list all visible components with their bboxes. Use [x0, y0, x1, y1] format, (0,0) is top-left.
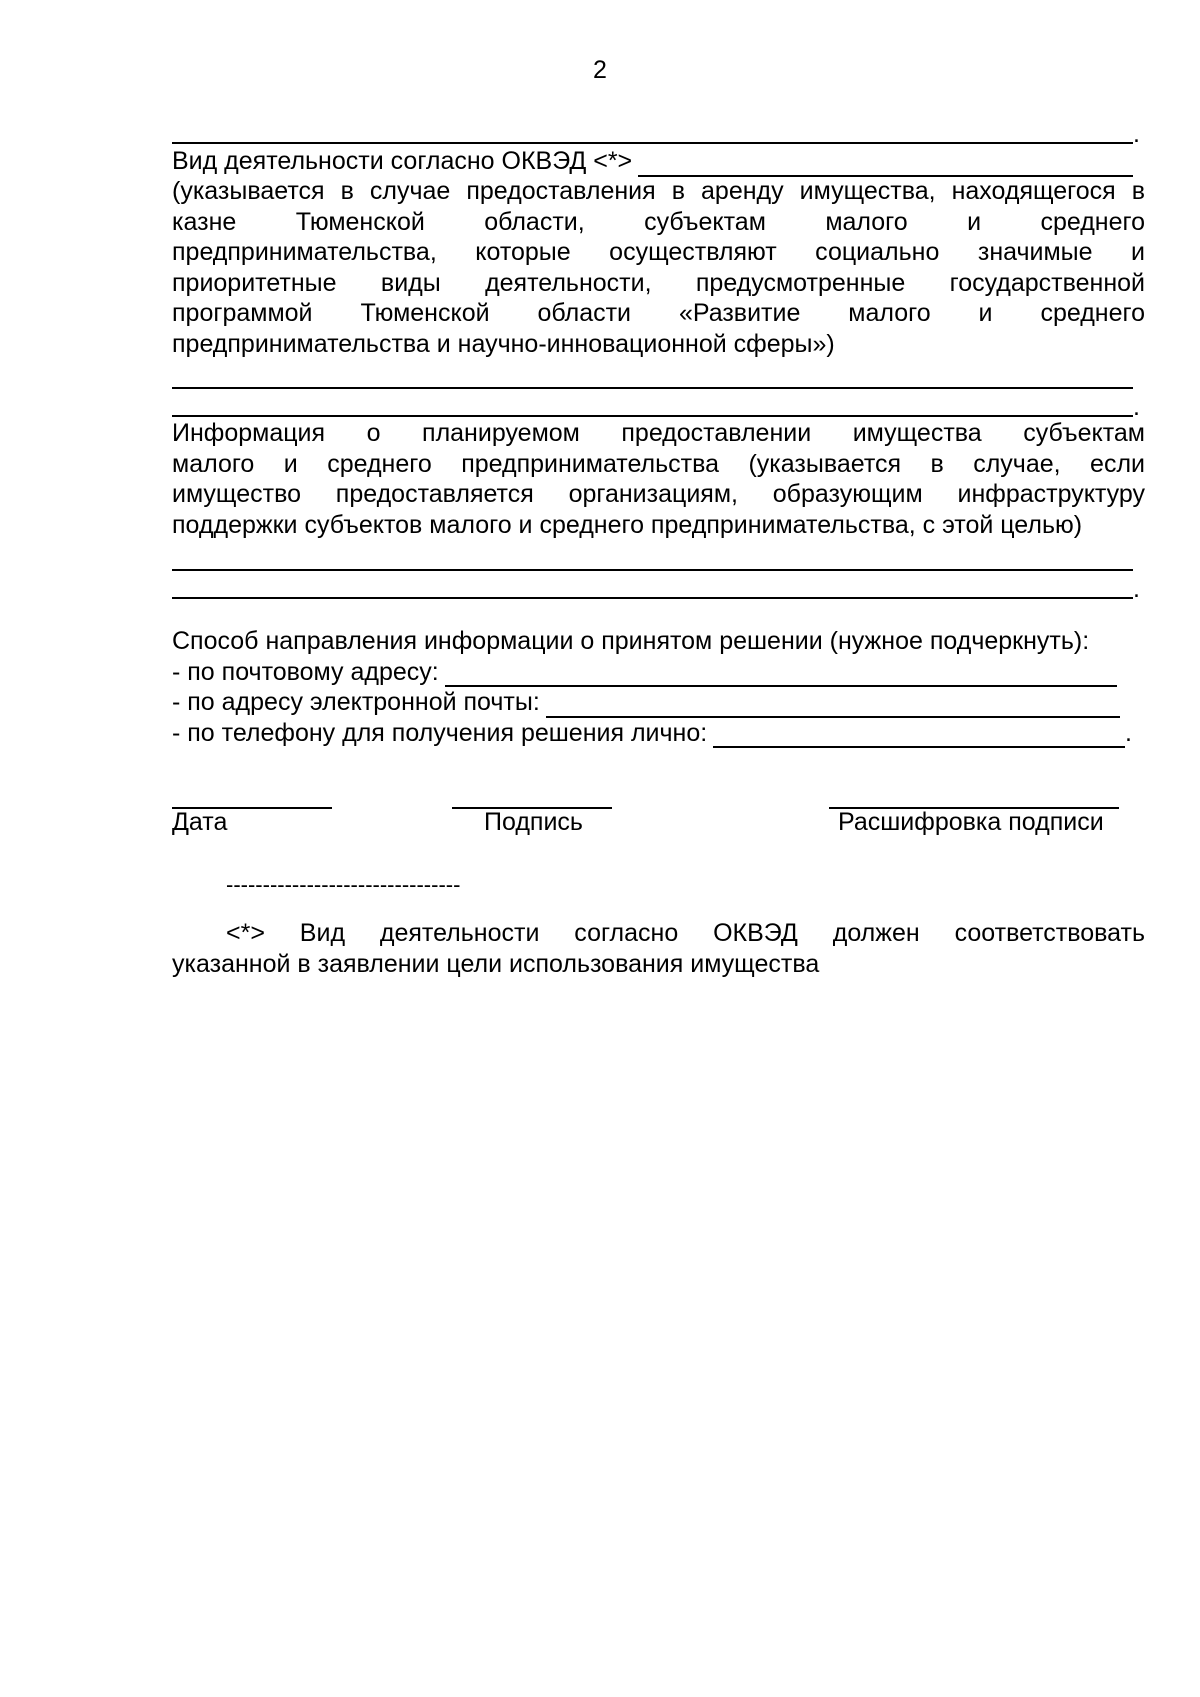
- okved-note-line: программой Тюменской области «Развитие малого и среднего: [172, 299, 1145, 327]
- blank-rule[interactable]: [172, 118, 1133, 144]
- postal-address-blank[interactable]: [445, 661, 1117, 687]
- signature-label: Подпись: [484, 808, 583, 836]
- signature-blank[interactable]: [452, 787, 612, 809]
- footnote-text-1: <*> Вид деятельности согласно ОКВЭД должен соответствовать: [226, 919, 1145, 947]
- delivery-section: [172, 626, 1145, 748]
- okved-note-line: предпринимательства, которые осуществляют социально значимые и: [172, 238, 1145, 266]
- date-label: Дата: [172, 808, 228, 836]
- blank-rule[interactable]: [172, 573, 1133, 599]
- okved-note-line: приоритетные виды деятельности, предусмотренные государственной: [172, 268, 1145, 297]
- infrastructure-blank-line-1[interactable]: [172, 545, 1145, 571]
- infrastructure-line: Информация о планируемом предоставлении имущества субъектам: [172, 419, 1145, 447]
- okved-blank-line-2[interactable]: [172, 391, 1145, 421]
- okved-label: Вид деятельности согласно ОКВЭД <*>: [172, 147, 633, 175]
- signature-decoding-label: Расшифровка подписи: [838, 808, 1104, 836]
- infrastructure-last-line: поддержки субъектов малого и среднего предпринимательства, с этой целью): [172, 510, 1083, 539]
- delivery-email-label[interactable]: - по адресу электронной почты:: [172, 688, 540, 716]
- footnote-line-1: [172, 918, 1145, 949]
- period-mark: .: [1133, 575, 1140, 603]
- infrastructure-blank-line-2[interactable]: [172, 573, 1145, 603]
- delivery-postal-label[interactable]: - по почтовому адресу:: [172, 657, 439, 686]
- period-mark: .: [1133, 120, 1140, 148]
- blank-rule[interactable]: [172, 363, 1133, 389]
- footnote-line-2: указанной в заявлении цели использования имущества: [172, 949, 820, 978]
- okved-note-last-line: предпринимательства и научно-инновационной сферы»): [172, 329, 835, 358]
- period-mark: .: [1133, 393, 1140, 421]
- okved-note-line: казне Тюменской области, субъектам малого и среднего: [172, 207, 1145, 236]
- delivery-postal-row[interactable]: [172, 657, 1117, 688]
- signature-lines: [172, 787, 1132, 807]
- blank-rule[interactable]: [172, 391, 1133, 417]
- delivery-phone-row[interactable]: [172, 718, 1132, 749]
- okved-field[interactable]: [172, 146, 1145, 177]
- infrastructure-line: малого и среднего предпринимательства (указывается в случае, если: [172, 449, 1145, 478]
- phone-blank[interactable]: [713, 722, 1125, 748]
- footnote-separator: --------------------------------: [226, 872, 461, 897]
- okved-note-line: (указывается в случае предоставления в аренду имущества, находящегося в: [172, 177, 1145, 205]
- blank-rule[interactable]: [172, 545, 1133, 571]
- okved-blank[interactable]: [638, 151, 1133, 177]
- okved-note: [172, 176, 1145, 359]
- okved-blank-line-1[interactable]: [172, 363, 1145, 389]
- infrastructure-note: [172, 418, 1145, 540]
- delivery-heading: Способ направления информации о принятом решении (нужное подчеркнуть):: [172, 627, 1090, 655]
- date-blank[interactable]: [172, 787, 332, 809]
- page-number: 2: [593, 56, 607, 84]
- email-blank[interactable]: [546, 692, 1120, 718]
- top-blank-line[interactable]: [172, 118, 1145, 148]
- delivery-email-row[interactable]: [172, 687, 1120, 718]
- signature-decoding-blank[interactable]: [829, 787, 1119, 809]
- period-mark: .: [1125, 718, 1132, 747]
- infrastructure-line: имущество предоставляется организациям, образующим инфраструктуру: [172, 480, 1145, 508]
- footnote: [172, 918, 1145, 979]
- delivery-phone-label[interactable]: - по телефону для получения решения лично:: [172, 718, 708, 747]
